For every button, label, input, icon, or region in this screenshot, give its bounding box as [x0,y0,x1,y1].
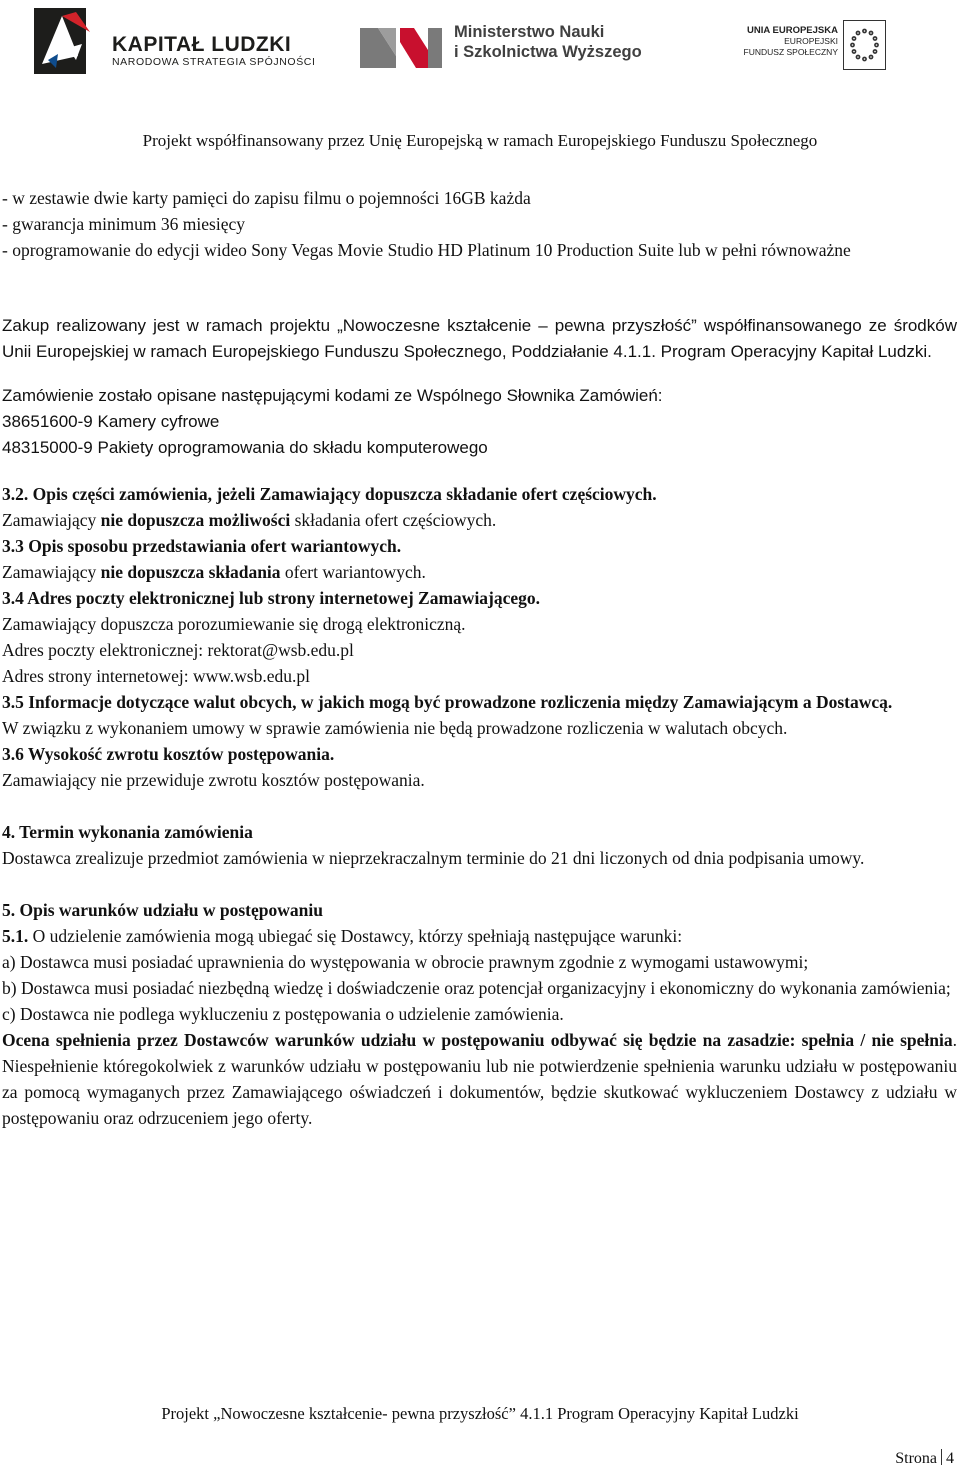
page-header [0,0,960,80]
document-body [2,185,957,1131]
section-3-3 [2,533,957,585]
eu-logo [716,20,888,72]
list-item: - oprogramowanie do edycji wideo Sony Vegas Movie Studio HD Platinum 10 Production Suite lub w pełni równoważne [2,240,851,260]
section-text: Dostawca zrealizuje przedmiot zamówienia w nieprzekraczalnym terminie do 21 dni liczonych od dnia podpisania umowy. [2,848,865,868]
kapital-ludzki-logo [32,4,322,74]
section-3-4 [2,585,957,689]
section-3-2 [2,481,957,533]
ministry-name-line1: Ministerstwo Nauki [454,23,605,41]
cofinancing-caption: Projekt współfinansowany przez Unię Europejską w ramach Europejskiego Funduszu Społecznego [142,131,818,150]
eu-name: UNIA EUROPEJSKA [747,25,838,36]
kapital-ludzki-name: KAPITAŁ LUDZKI [112,33,292,56]
eu-fund-line1: EUROPEJSKI [784,36,838,46]
cpv-code: 48315000-9 Pakiety oprogramowania do składu komputerowego [2,438,488,457]
section-text: Zamawiający nie dopuszcza składania ofert wariantowych. [2,562,426,582]
kapital-ludzki-subtitle: NARODOWA STRATEGIA SPÓJNOŚCI [112,56,316,68]
email-line: Adres poczty elektronicznej: rektorat@wsb.edu.pl [2,640,354,660]
condition-item: a) Dostawca musi posiadać uprawnienia do występowania w obrocie prawnym zgodnie z wymogami ustawowymi; [2,952,809,972]
cpv-section [2,383,957,461]
section-3-5 [2,689,957,741]
ministry-logo [356,18,646,78]
section-3-6 [2,741,957,793]
section-text: Zamawiający nie przewiduje zwrotu kosztów postępowania. [2,770,425,790]
section-5 [2,897,957,1131]
condition-item: c) Dostawca nie podlega wykluczeniu z postępowania o udzielenie zamówienia. [2,1004,564,1024]
section-heading: 3.5 Informacje dotyczące walut obcych, w jakich mogą być prowadzone rozliczenia między Zamawiającym a Dostawcą. [2,692,893,712]
section-heading: 3.6 Wysokość zwrotu kosztów postępowania. [2,744,335,764]
page-number: Strona 4 [895,1450,954,1467]
section-text: W związku z wykonaniem umowy w sprawie zamówienia nie będą prowadzone rozliczenia w walutach obcych. [2,718,788,738]
section-4 [2,819,957,871]
assessment-paragraph: Ocena spełnienia przez Dostawców warunków udziału w postępowaniu odbywać się będzie na zasadzie: spełnia / nie spełnia. Niespełnienie któregokolwiek z warunków udziału w postępowaniu lub nie potwierdzenie spełnienia warunku udziału w postępowaniu za pomocą wymaganych przez Zamawiającego oświadczeń i dokumentów, będzie skutkować wykluczeniem Dostawcy z udziału w postępowaniu oraz odrzuceniem jego oferty. [2,1030,957,1128]
eu-flag-icon [843,20,886,70]
list-item: - w zestawie dwie karty pamięci do zapisu filmu o pojemności 16GB każda [2,188,531,208]
list-item: - gwarancja minimum 36 miesięcy [2,214,245,234]
condition-item: b) Dostawca musi posiadać niezbędną wiedzę i doświadczenie oraz potencjał organizacyjny i ekonomiczny do wykonania zamówienia; [2,978,951,998]
website-line: Adres strony internetowej: www.wsb.edu.pl [2,666,310,686]
section-heading: 5. Opis warunków udziału w postępowaniu [2,900,323,920]
page-footer: Projekt „Nowoczesne kształcenie- pewna przyszłość” 4.1.1 Program Operacyjny Kapitał Ludzki [161,1404,799,1423]
project-paragraph: Zakup realizowany jest w ramach projektu „Nowoczesne kształcenie – pewna przyszłość” współfinansowanego ze środków Unii Europejskiej w ramach Europejskiego Funduszu Społecznego, Poddziałanie 4.1.1. Program Operacyjny Kapitał Ludzki. [2,316,957,361]
kapital-ludzki-emblem-icon [32,4,112,76]
cpv-code: 38651600-9 Kamery cyfrowe [2,412,220,431]
section-text: Zamawiający dopuszcza porozumiewanie się drogą elektroniczną. [2,614,466,634]
section-heading: 3.2. Opis części zamówienia, jeżeli Zamawiający dopuszcza składanie ofert częściowych. [2,484,657,504]
ministry-name-line2: i Szkolnictwa Wyższego [454,43,642,61]
section-heading: 3.4 Adres poczty elektronicznej lub strony internetowej Zamawiającego. [2,588,541,608]
section-heading: 3.3 Opis sposobu przedstawiania ofert wariantowych. [2,536,402,556]
cpv-intro: Zamówienie zostało opisane następującymi kodami ze Wspólnego Słownika Zamówień: [2,386,663,405]
ministry-emblem-icon [356,20,446,72]
section-text: 5.1. O udzielenie zamówienia mogą ubiegać się Dostawcy, którzy spełniają następujące warunki: [2,926,683,946]
section-text: Zamawiający nie dopuszcza możliwości składania ofert częściowych. [2,510,497,530]
eu-fund-line2: FUNDUSZ SPOŁECZNY [743,47,838,57]
section-heading: 4. Termin wykonania zamówienia [2,822,253,842]
